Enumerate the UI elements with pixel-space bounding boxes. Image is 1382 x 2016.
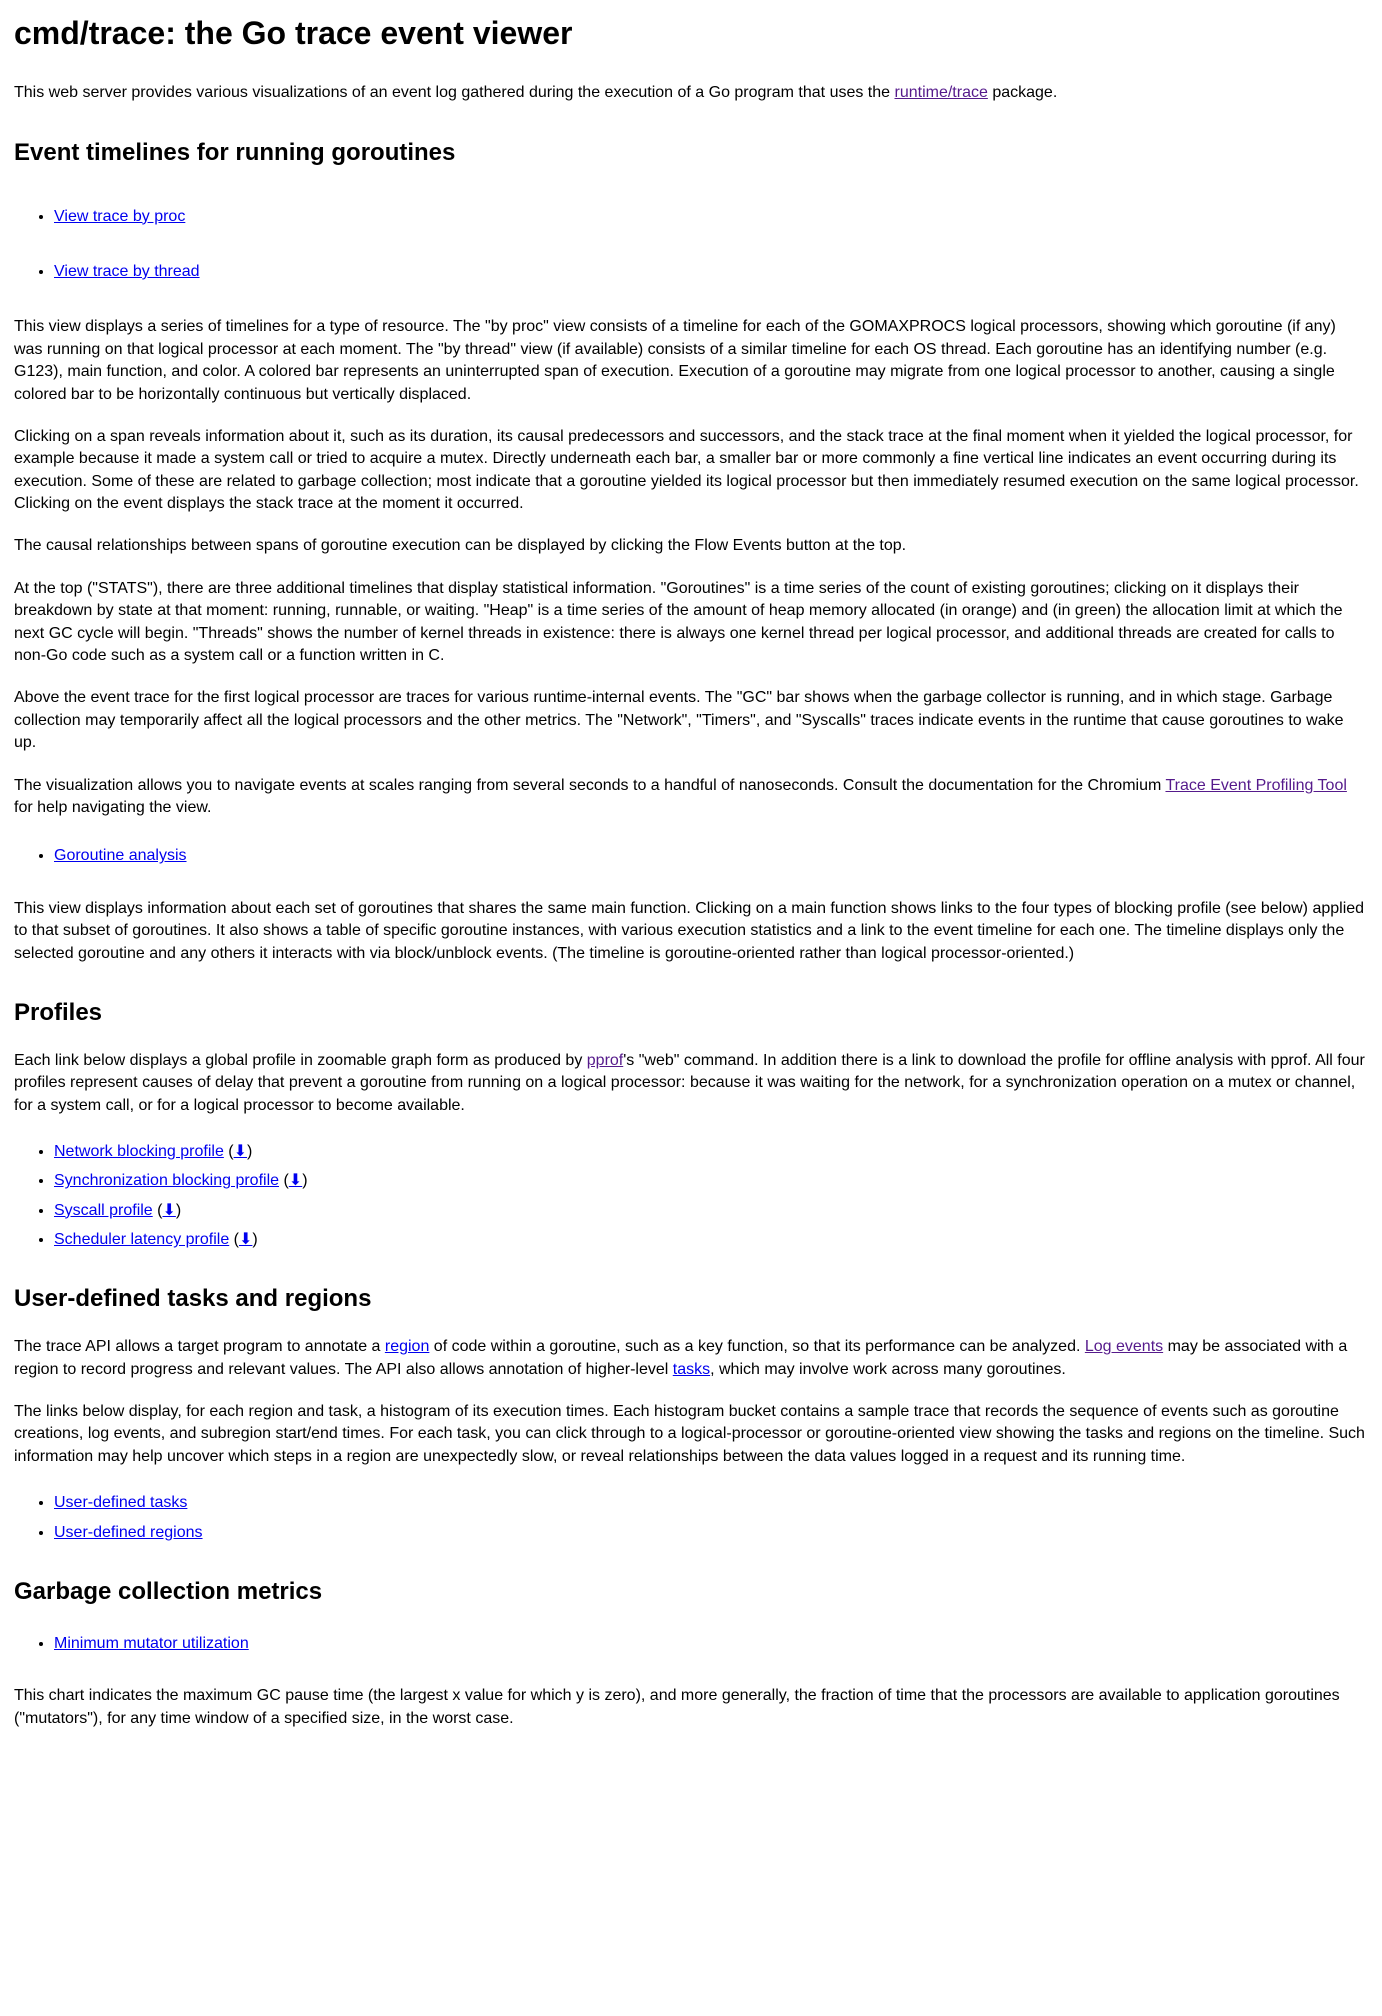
paragraph-navigation bbox=[14, 775, 1368, 820]
network-blocking-profile-link[interactable]: Network blocking profile bbox=[54, 1142, 224, 1160]
view-trace-by-thread-link[interactable]: View trace by thread bbox=[54, 262, 200, 280]
navigation-text-post: for help navigating the view. bbox=[14, 799, 212, 816]
profiles-text-post: 's "web" command. In addition there is a link to download the profile for offline analysis with pprof. All four profiles represent causes of delay that prevent a goroutine from running on a logical processor: because it was waiting for the network, for a synchronization operation on a mutex or channel, for a system call, or for a logical processor to become available. bbox=[14, 1051, 1365, 1114]
synchronization-blocking-profile-link[interactable]: Synchronization blocking profile bbox=[54, 1172, 280, 1190]
paren-open: ( bbox=[152, 1201, 163, 1219]
paragraph-goroutine-analysis: This view displays information about each set of goroutines that shares the same main function. Clicking on a main function shows links to the four types of blocking profile (see below) applied to that subset of goroutines. It also shows a table of specific goroutine instances, with various execution statistics and a link to the event timeline for each one. The timeline displays only the selected goroutine and any others it interacts with via block/unblock events. (The timeline is goroutine-oriented rather than logical processor-oriented.) bbox=[14, 899, 1365, 962]
trace-api-text-mid1: of code within a goroutine, such as a key function, so that its performance can be analyzed. bbox=[429, 1338, 1085, 1356]
trace-api-text-mid2: may be associated with a region to record progress and relevant values. The API also allows annotation of higher-level bbox=[14, 1338, 1348, 1378]
list-item bbox=[54, 1170, 1368, 1192]
synchronization-blocking-profile-download-link[interactable]: ⬇ bbox=[288, 1172, 303, 1190]
syscall-profile-download-link[interactable]: ⬇ bbox=[162, 1201, 176, 1219]
paragraph-profiles-intro bbox=[14, 1050, 1368, 1117]
tasks-link[interactable]: tasks bbox=[672, 1360, 711, 1378]
navigation-text-pre: The visualization allows you to navigate events at scales ranging from several seconds to a handful of nanoseconds. Consult the documentation for the Chromium bbox=[14, 776, 1166, 794]
list-item bbox=[54, 1141, 1368, 1163]
network-blocking-profile-download-link[interactable]: ⬇ bbox=[233, 1142, 248, 1160]
intro-paragraph bbox=[14, 82, 1368, 104]
user-defined-regions-link[interactable]: User-defined regions bbox=[54, 1523, 203, 1541]
list-item bbox=[54, 845, 1368, 867]
list-item bbox=[54, 1633, 1368, 1655]
list-item bbox=[54, 1492, 1368, 1514]
section-heading-gc-metrics: Garbage collection metrics bbox=[14, 1578, 323, 1606]
section-heading-event-timelines: Event timelines for running goroutines bbox=[14, 138, 456, 166]
minimum-mutator-utilization-link[interactable]: Minimum mutator utilization bbox=[54, 1634, 249, 1652]
trace-api-text-post: , which may involve work across many goroutines. bbox=[710, 1360, 1066, 1378]
paren-open: ( bbox=[279, 1172, 289, 1190]
paren-close: ) bbox=[247, 1142, 253, 1160]
paren-close: ) bbox=[302, 1172, 308, 1190]
paragraph-histogram: The links below display, for each region and task, a histogram of its execution times. Each histogram bucket contains a sample trace that records the sequence of events such as goroutine creations, log events, and subregion start/end times. For each task, you can click through to a logical-processor or goroutine-oriented view showing the tasks and regions on the timeline. Such information may help uncover which steps in a region are unexpectedly slow, or reveal relationships between the data values logged in a request and its running time. bbox=[14, 1403, 1365, 1465]
trace-view-list bbox=[14, 206, 1368, 284]
view-trace-by-proc-link[interactable]: View trace by proc bbox=[54, 207, 186, 225]
paren-open: ( bbox=[229, 1231, 239, 1249]
region-link[interactable]: region bbox=[384, 1338, 430, 1356]
goroutine-analysis-link[interactable]: Goroutine analysis bbox=[54, 847, 187, 865]
section-heading-profiles: Profiles bbox=[14, 998, 103, 1026]
list-item bbox=[54, 1229, 1368, 1251]
list-item bbox=[54, 206, 1368, 228]
pprof-link[interactable]: pprof bbox=[586, 1051, 624, 1069]
scheduler-latency-profile-download-link[interactable]: ⬇ bbox=[239, 1231, 253, 1249]
user-defined-tasks-link[interactable]: User-defined tasks bbox=[54, 1494, 188, 1512]
list-item bbox=[54, 1522, 1368, 1544]
paragraph-mmu: This chart indicates the maximum GC pause time (the largest x value for which y is zero), and more generally, the fraction of time that the processors are available to application goroutines ("mutators"), for any time window of a specified size, in the worst case. bbox=[14, 1687, 1340, 1727]
list-item bbox=[54, 261, 1368, 283]
paragraph-runtime-internal: Above the event trace for the first logical processor are traces for various runtime-internal events. The "GC" bar shows when the garbage collector is running, and in which stage. Garbage collection may temporarily affect all the logical processors and the other metrics. The "Network", "Timers", and "Syscalls" traces indicate events in the runtime that cause goroutines to wake up. bbox=[14, 689, 1344, 752]
intro-text-post: package. bbox=[987, 84, 1058, 102]
list-item bbox=[54, 1200, 1368, 1222]
paren-close: ) bbox=[252, 1231, 258, 1249]
section-heading-user-defined: User-defined tasks and regions bbox=[14, 1285, 372, 1313]
trace-api-text-pre: The trace API allows a target program to annotate a bbox=[14, 1338, 385, 1356]
log-events-link[interactable]: Log events bbox=[1084, 1338, 1164, 1356]
profiles-text-pre: Each link below displays a global profile in zoomable graph form as produced by bbox=[14, 1051, 587, 1069]
page-title: cmd/trace: the Go trace event viewer bbox=[14, 15, 573, 51]
paren-close: ) bbox=[175, 1201, 182, 1219]
syscall-profile-link[interactable]: Syscall profile bbox=[54, 1201, 153, 1219]
paragraph-timeline-view: This view displays a series of timelines for a type of resource. The "by proc" view consists of a timeline for each of the GOMAXPROCS logical processors, showing which goroutine (if any) was running on that logical processor at each moment. The "by thread" view (if available) consists of a similar timeline for each OS thread. Each goroutine has an identifying number (e.g. G123), main function, and color. A colored bar represents an uninterrupted span of execution. Execution of a goroutine may migrate from one logical processor to another, causing a single colored bar to be horizontally continuous but vertically displaced. bbox=[14, 318, 1336, 403]
paragraph-clicking-span: Clicking on a span reveals information about it, such as its duration, its causal predecessors and successors, and the stack trace at the final moment when it yielded the logical processor, for example because it made a system call or tried to acquire a mutex. Directly underneath each bar, a smaller bar or more commonly a fine vertical line indicates an event occurring during its execution. Some of these are related to garbage collection; most indicate that a goroutine yielded its logical processor but then immediately resumed execution on the same logical processor. Clicking on the event displays the stack trace at the moment it occurred. bbox=[14, 427, 1359, 513]
paragraph-stats: At the top ("STATS"), there are three additional timelines that display statistical information. "Goroutines" is a time series of the count of existing goroutines; clicking on it displays their breakdown by state at that moment: running, runnable, or waiting. "Heap" is a time series of the amount of heap memory allocated (in orange) and (in green) the allocation limit at which the next GC cycle will begin. "Threads" shows the number of kernel threads in existence: there is always one kernel thread per logical processor, and additional threads are created for calls to non-Go code such as a system call or a function written in C. bbox=[14, 579, 1343, 665]
user-defined-list bbox=[14, 1492, 1368, 1544]
profiles-list bbox=[14, 1141, 1368, 1252]
paragraph-flow-events: The causal relationships between spans of goroutine execution can be displayed by clicking the Flow Events button at the top. bbox=[14, 537, 907, 555]
gc-metrics-list bbox=[14, 1633, 1368, 1655]
runtime-trace-link[interactable]: runtime/trace bbox=[894, 84, 988, 102]
paragraph-trace-api bbox=[14, 1336, 1368, 1381]
trace-event-profiling-tool-link[interactable]: Trace Event Profiling Tool bbox=[1165, 776, 1347, 794]
paren-open: ( bbox=[223, 1142, 234, 1160]
intro-text-pre: This web server provides various visualizations of an event log gathered during the execution of a Go program that uses the bbox=[14, 84, 895, 102]
goroutine-analysis-list bbox=[14, 845, 1368, 867]
scheduler-latency-profile-link[interactable]: Scheduler latency profile bbox=[54, 1231, 230, 1249]
